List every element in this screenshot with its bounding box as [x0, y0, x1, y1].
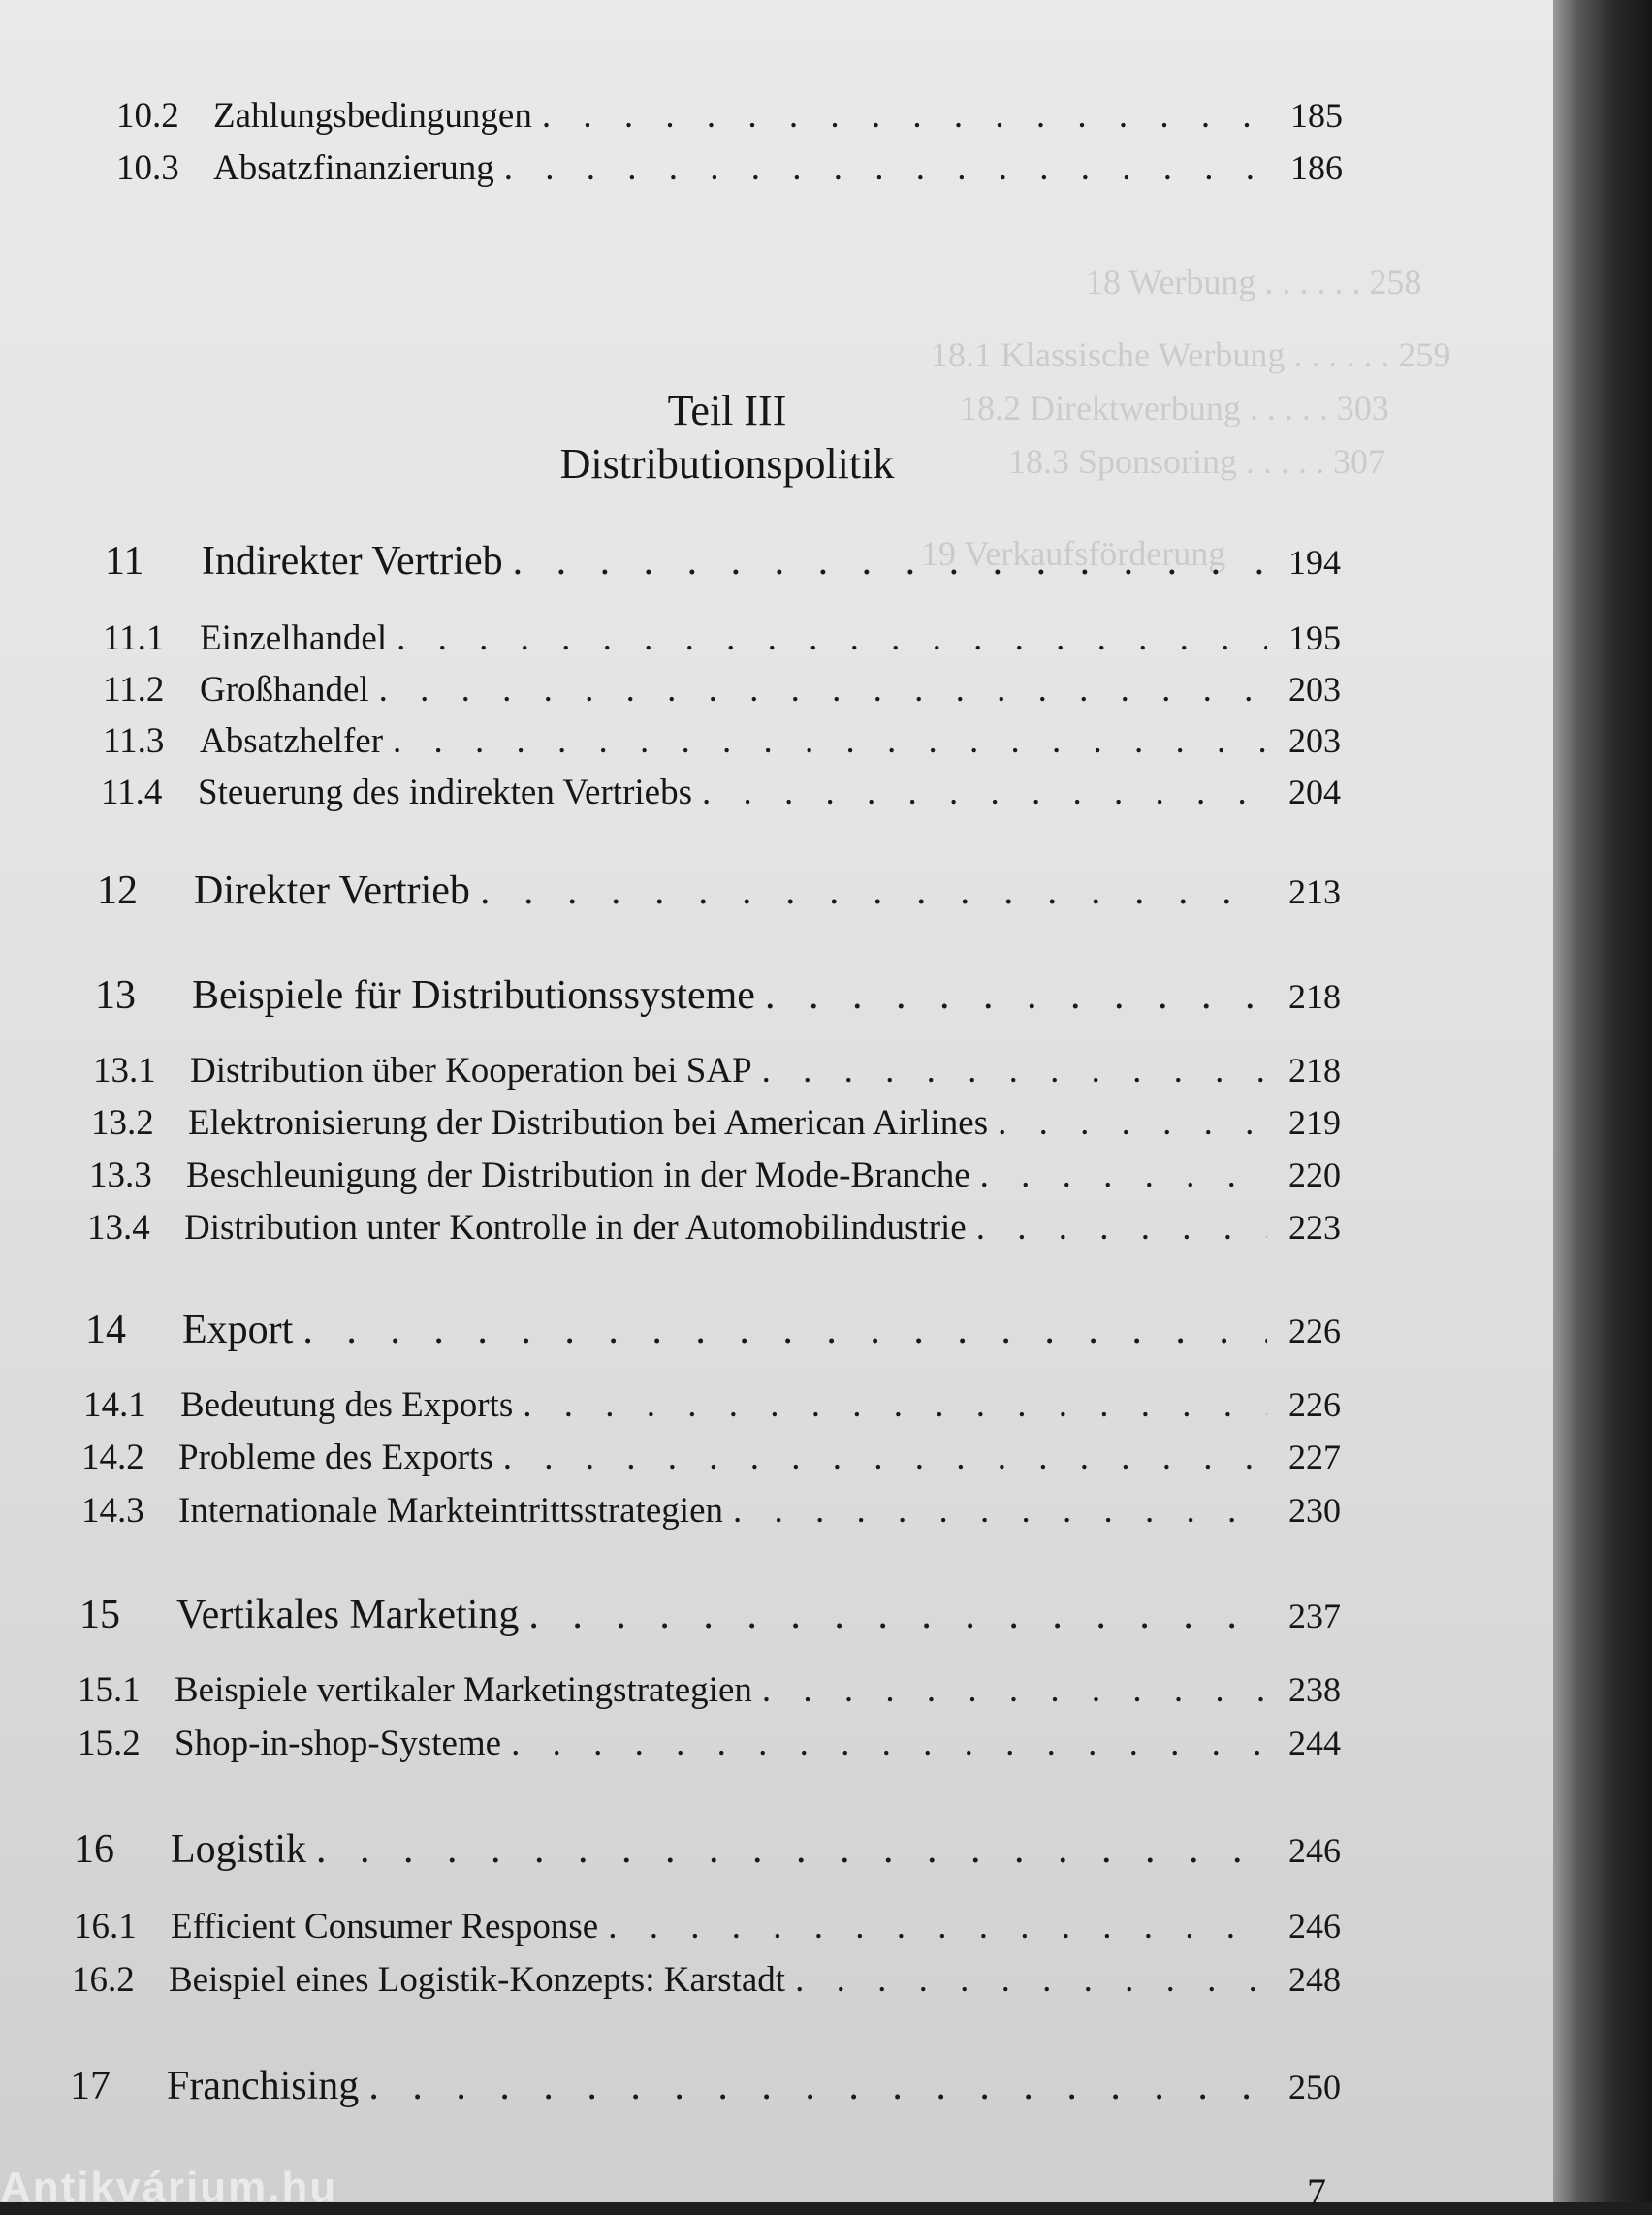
- toc-entry-10-3: [116, 147, 1343, 189]
- page-number: 219: [1288, 1103, 1341, 1142]
- show-through-text: 18.3 Sponsoring . . . . . 307: [1008, 442, 1386, 481]
- section-number: 14.3: [81, 1491, 144, 1531]
- toc-chapter-12: [97, 868, 1341, 914]
- page-number: 218: [1288, 977, 1341, 1016]
- chapter-number: 11: [105, 539, 144, 584]
- page-number: 248: [1288, 1960, 1341, 1999]
- toc-entry-13-1: [93, 1050, 1341, 1092]
- leader-dots: [316, 1826, 1267, 1873]
- toc-entry-15-1: [78, 1669, 1341, 1711]
- page-number: 185: [1290, 96, 1343, 135]
- section-title: Efficient Consumer Response: [171, 1907, 599, 1946]
- section-title: Steuerung des indirekten Vertriebs: [198, 773, 692, 812]
- toc-chapter-13: [95, 972, 1341, 1019]
- toc-entry-14-2: [81, 1437, 1341, 1478]
- leader-dots: [765, 972, 1267, 1019]
- toc-chapter-14: [85, 1307, 1341, 1353]
- section-number: 16.1: [74, 1907, 137, 1946]
- section-title: Einzelhandel: [200, 618, 388, 658]
- toc-entry-11-3: [103, 720, 1341, 762]
- section-number: 14.2: [81, 1438, 144, 1477]
- page-number: 213: [1288, 872, 1341, 911]
- leader-dots: [393, 720, 1267, 762]
- page-number: 230: [1288, 1491, 1341, 1530]
- leader-dots: [513, 538, 1267, 585]
- show-through-text: 18 Werbung . . . . . . 258: [1086, 263, 1422, 301]
- chapter-title: Logistik: [171, 1827, 307, 1872]
- section-number: 14.1: [83, 1385, 146, 1425]
- section-title: Absatzhelfer: [200, 721, 384, 761]
- section-title: Bedeutung des Exports: [180, 1385, 514, 1425]
- page-number: 186: [1290, 148, 1343, 187]
- toc-chapter-17: [70, 2063, 1341, 2109]
- leader-dots: [733, 1490, 1267, 1532]
- toc-entry-11-2: [103, 669, 1341, 711]
- toc-chapter-16: [74, 1826, 1341, 1873]
- page-number: 246: [1288, 1907, 1341, 1946]
- toc-entry-14-3: [81, 1490, 1341, 1532]
- section-title: Beispiele vertikaler Marketingstrategien: [175, 1670, 752, 1710]
- chapter-number: 16: [74, 1827, 114, 1872]
- leader-dots: [379, 669, 1267, 711]
- section-number: 13.2: [91, 1103, 154, 1143]
- section-number: 11.1: [103, 618, 165, 658]
- page-number: 237: [1288, 1597, 1341, 1635]
- toc-chapter-15: [79, 1592, 1341, 1638]
- part-title: Distributionspolitik: [559, 440, 895, 488]
- section-title: Shop-in-shop-Systeme: [175, 1724, 502, 1763]
- leader-dots: [542, 95, 1269, 137]
- toc-entry-14-1: [83, 1384, 1341, 1426]
- chapter-title: Beispiele für Distributionssysteme: [192, 973, 755, 1018]
- leader-dots: [998, 1102, 1267, 1144]
- leader-dots: [702, 772, 1267, 813]
- chapter-number: 12: [97, 869, 138, 913]
- toc-entry-10-2: [116, 95, 1343, 137]
- section-title: Beschleunigung der Distribution in der Mode-Branche: [186, 1155, 970, 1195]
- toc-entry-16-1: [74, 1906, 1341, 1947]
- section-number: 10.3: [116, 148, 179, 188]
- section-title: Zahlungsbedingungen: [213, 96, 532, 136]
- section-title: Probleme des Exports: [178, 1438, 493, 1477]
- leader-dots: [795, 1959, 1267, 2001]
- toc-entry-13-3: [89, 1155, 1341, 1196]
- leader-dots: [976, 1207, 1267, 1249]
- page-number: 194: [1288, 543, 1341, 582]
- chapter-title: Export: [182, 1308, 294, 1352]
- leader-dots: [762, 1050, 1267, 1092]
- leader-dots: [980, 1155, 1267, 1196]
- section-number: 11.4: [101, 773, 163, 812]
- toc-entry-16-2: [72, 1959, 1341, 2001]
- page-number: 218: [1288, 1051, 1341, 1090]
- page-number: 204: [1288, 773, 1341, 811]
- leader-dots: [608, 1906, 1267, 1947]
- leader-dots: [762, 1669, 1267, 1711]
- section-number: 13.4: [87, 1208, 150, 1248]
- section-title: Elektronisierung der Distribution bei American Airlines: [188, 1103, 989, 1143]
- page-number: 250: [1288, 2068, 1341, 2106]
- section-title: Beispiel eines Logistik-Konzepts: Karstadt: [169, 1960, 786, 2000]
- toc-chapter-11: [105, 538, 1341, 585]
- page-gutter-shadow: [1553, 0, 1652, 2202]
- section-title: Distribution über Kooperation bei SAP: [190, 1051, 752, 1091]
- leader-dots: [368, 2063, 1267, 2109]
- page-number: 220: [1288, 1155, 1341, 1194]
- leader-dots: [480, 868, 1267, 914]
- chapter-number: 14: [85, 1308, 126, 1352]
- chapter-title: Vertikales Marketing: [176, 1593, 520, 1637]
- leader-dots: [504, 147, 1269, 189]
- leader-dots: [511, 1723, 1267, 1764]
- section-number: 15.1: [78, 1670, 141, 1710]
- section-title: Großhandel: [200, 670, 369, 710]
- section-title: Absatzfinanzierung: [213, 148, 494, 188]
- watermark-text: Antikvárium.hu: [0, 2164, 338, 2211]
- page-folio: 7: [1307, 2170, 1326, 2214]
- leader-dots: [302, 1307, 1267, 1353]
- leader-dots: [503, 1437, 1267, 1478]
- section-title: Distribution unter Kontrolle in der Automobilindustrie: [184, 1208, 967, 1248]
- page-number: 238: [1288, 1670, 1341, 1709]
- page-number: 227: [1288, 1438, 1341, 1476]
- section-number: 15.2: [78, 1724, 141, 1763]
- section-number: 13.3: [89, 1155, 152, 1195]
- toc-entry-13-2: [91, 1102, 1341, 1144]
- chapter-title: Indirekter Vertrieb: [202, 539, 503, 584]
- chapter-number: 13: [95, 973, 136, 1018]
- leader-dots: [397, 617, 1267, 659]
- leader-dots: [528, 1592, 1267, 1638]
- page-number: 203: [1288, 670, 1341, 709]
- show-through-text: 18.2 Direktwerbung . . . . . 303: [960, 389, 1389, 427]
- chapter-number: 17: [70, 2064, 111, 2108]
- part-label: Teil III: [667, 387, 787, 434]
- toc-entry-11-1: [103, 617, 1341, 659]
- toc-entry-13-4: [87, 1207, 1341, 1249]
- chapter-number: 15: [79, 1593, 120, 1637]
- chapter-title: Direkter Vertrieb: [194, 869, 470, 913]
- section-title: Internationale Markteintrittsstrategien: [178, 1491, 723, 1531]
- page-number: 203: [1288, 721, 1341, 760]
- section-number: 11.2: [103, 670, 165, 710]
- show-through-text: 18.1 Klassische Werbung . . . . . . 259: [931, 335, 1451, 374]
- toc-entry-11-4: [101, 772, 1341, 813]
- page-number: 226: [1288, 1312, 1341, 1350]
- show-through-text: 19 Verkaufsförderung: [921, 534, 1226, 573]
- page-number: 226: [1288, 1385, 1341, 1424]
- section-number: 13.1: [93, 1051, 156, 1091]
- page-number: 223: [1288, 1208, 1341, 1247]
- page-number: 246: [1288, 1831, 1341, 1870]
- page-number: 195: [1288, 618, 1341, 657]
- page-number: 244: [1288, 1724, 1341, 1762]
- section-number: 16.2: [72, 1960, 135, 2000]
- toc-entry-15-2: [78, 1723, 1341, 1764]
- section-number: 10.2: [116, 96, 179, 136]
- section-number: 11.3: [103, 721, 165, 761]
- chapter-title: Franchising: [167, 2064, 360, 2108]
- leader-dots: [523, 1384, 1267, 1426]
